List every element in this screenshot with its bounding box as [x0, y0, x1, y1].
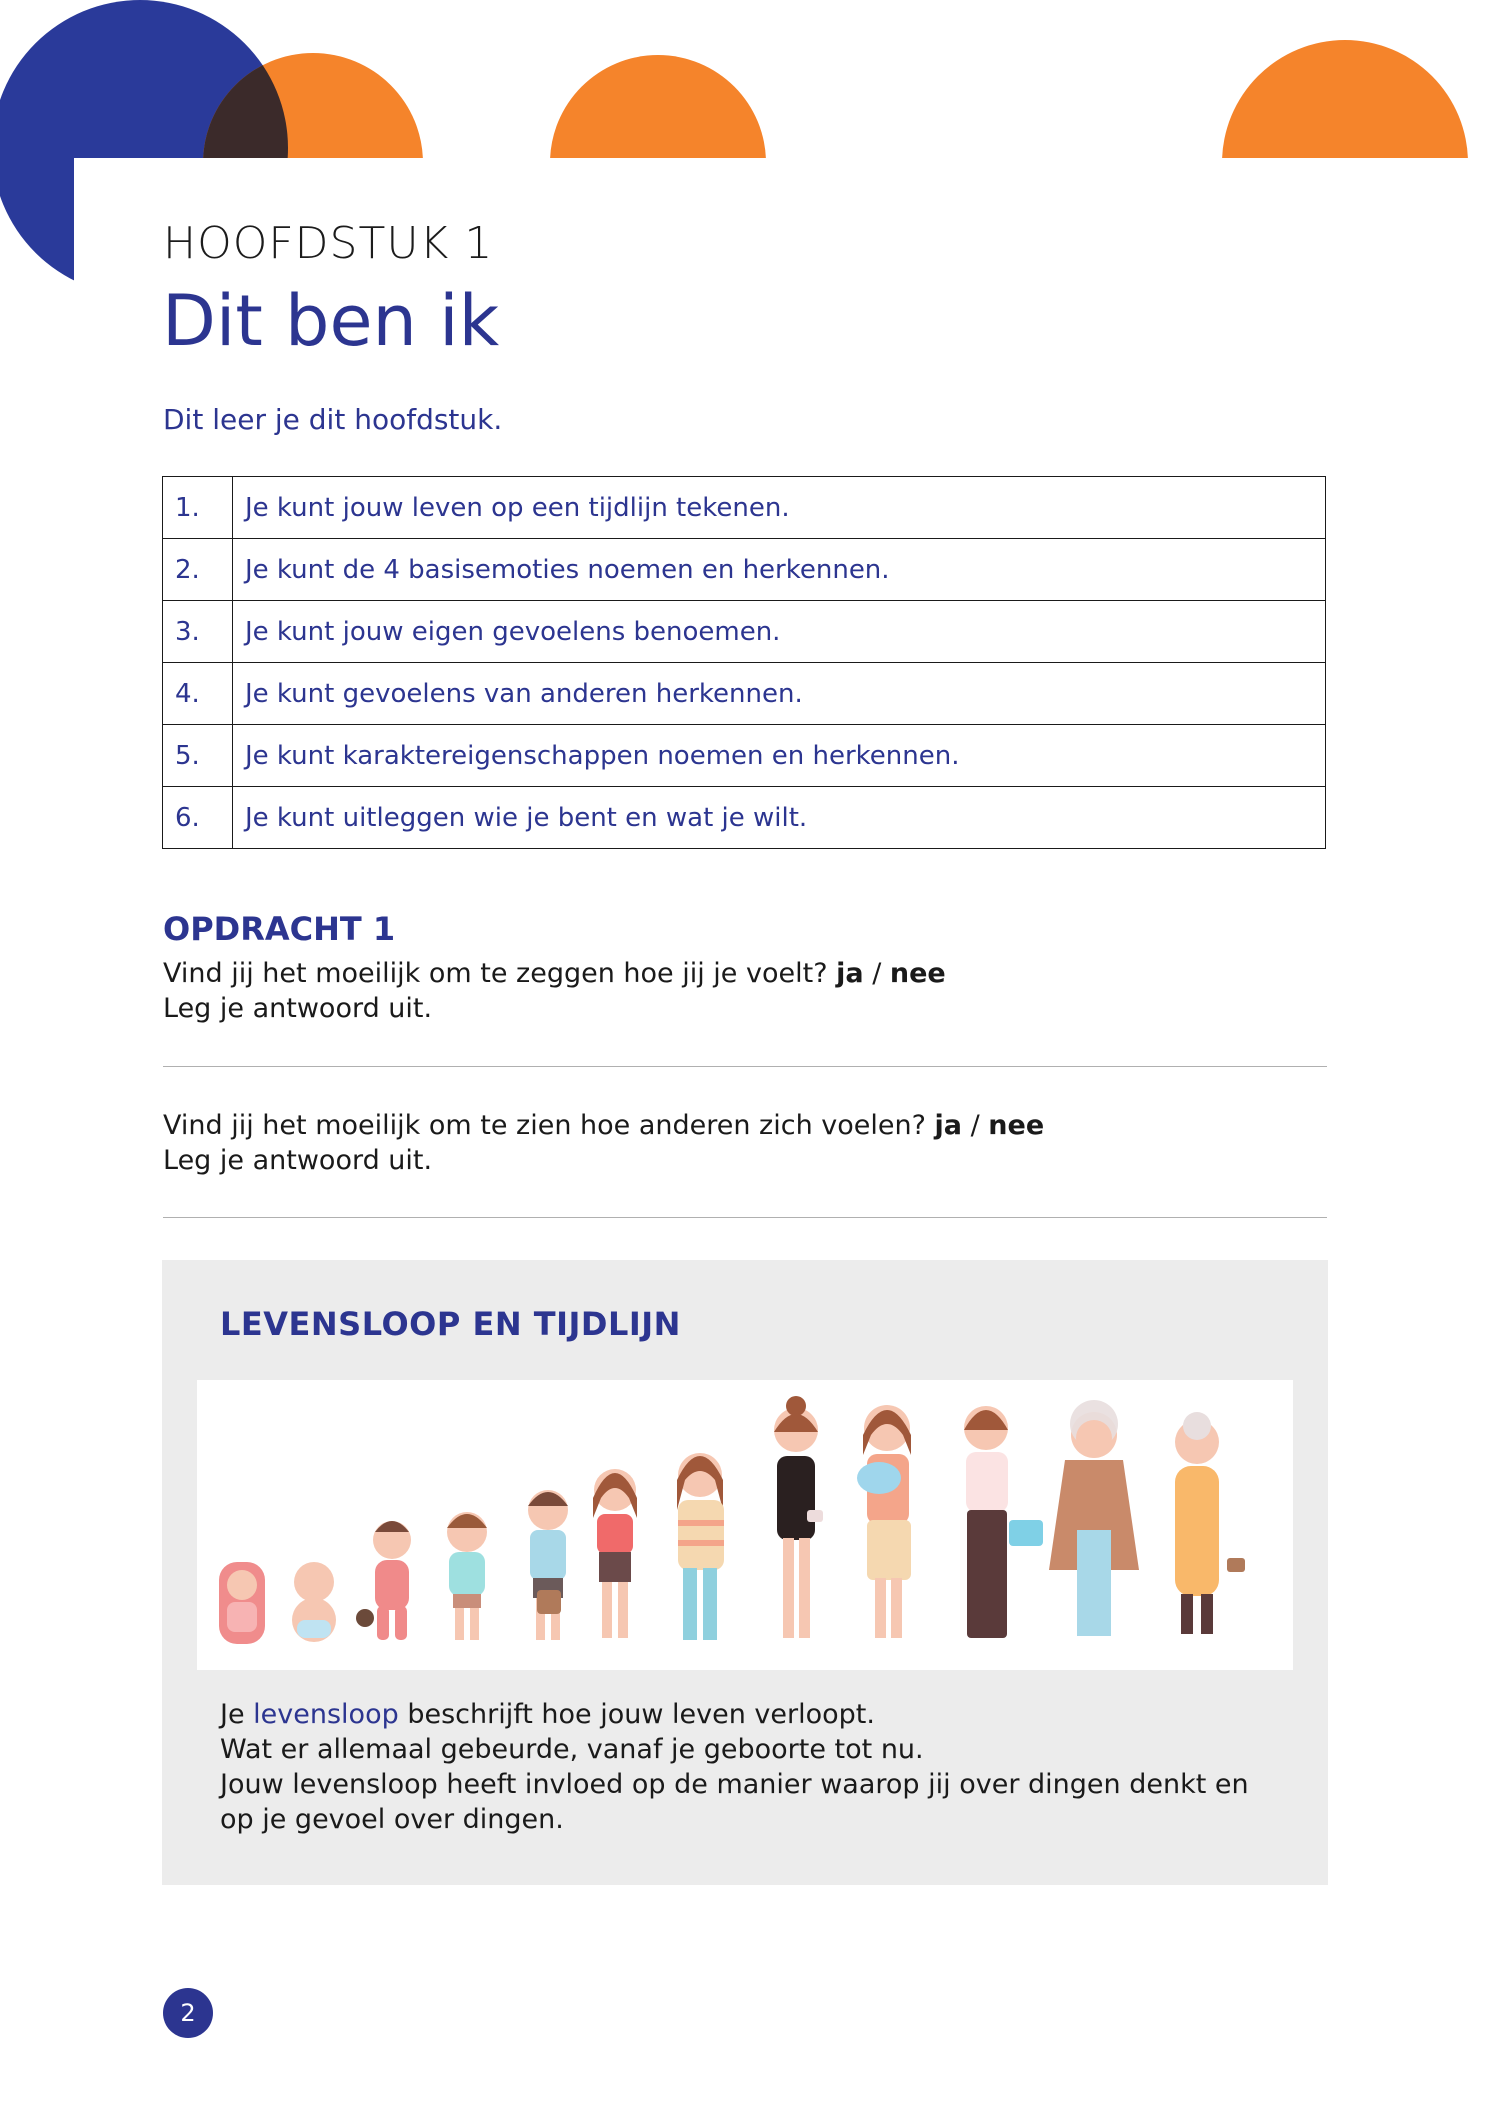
- answer-separator: /: [863, 958, 890, 989]
- info-box-text: [220, 1697, 1280, 1837]
- learning-goals-intro: Dit leer je dit hoofdstuk.: [163, 403, 503, 436]
- chapter-label: HOOFDSTUK 1: [163, 218, 494, 269]
- question-1: [163, 956, 946, 1026]
- learning-goals-table: [162, 476, 1326, 849]
- orange-semicircle-3: [1222, 40, 1468, 286]
- explain-prompt: Leg je antwoord uit.: [163, 1145, 433, 1176]
- table-row: [163, 663, 1326, 725]
- answer-no[interactable]: nee: [889, 958, 946, 989]
- stage-teen: [677, 1453, 724, 1640]
- line2: Wat er allemaal gebeurde, vanaf je geboorte tot nu.: [220, 1734, 924, 1765]
- chapter-title: Dit ben ik: [162, 280, 500, 362]
- page-number-badge: 2: [163, 1988, 213, 2038]
- answer-line-2[interactable]: [163, 1217, 1327, 1218]
- stage-parent: [857, 1405, 911, 1638]
- stage-small-child: [447, 1512, 487, 1640]
- line1-pre: Je: [220, 1699, 254, 1730]
- info-box: [162, 1260, 1328, 1885]
- answer-no[interactable]: nee: [988, 1110, 1045, 1141]
- orange-semicircle-2: [550, 55, 766, 271]
- goal-number: 4.: [163, 663, 233, 725]
- goal-number: 1.: [163, 477, 233, 539]
- goal-number: 6.: [163, 787, 233, 849]
- question-2: [163, 1108, 1044, 1178]
- stage-elderly: [1175, 1412, 1245, 1634]
- goal-text: Je kunt uitleggen wie je bent en wat je wilt.: [233, 787, 1326, 849]
- stage-school-child: [528, 1490, 568, 1640]
- answer-line-1[interactable]: [163, 1066, 1327, 1067]
- line1-post: beschrijft hoe jouw leven verloopt.: [398, 1699, 875, 1730]
- goal-number: 3.: [163, 601, 233, 663]
- info-box-title: LEVENSLOOP EN TIJDLIJN: [220, 1305, 681, 1343]
- stage-older-adult: [1049, 1400, 1139, 1636]
- stage-baby-carrier: [219, 1562, 265, 1644]
- goal-number: 2.: [163, 539, 233, 601]
- stage-adult: [964, 1406, 1043, 1638]
- line3: Jouw levensloop heeft invloed op de manier waarop jij over dingen denkt en op je gevoel over dingen.: [220, 1769, 1249, 1835]
- stage-baby: [292, 1562, 336, 1642]
- stage-young-adult: [774, 1396, 823, 1638]
- stage-child: [593, 1469, 637, 1638]
- table-row: [163, 601, 1326, 663]
- life-stages-svg: [197, 1380, 1293, 1670]
- life-stages-illustration: [197, 1380, 1293, 1670]
- goal-text: Je kunt karaktereigenschappen noemen en herkennen.: [233, 725, 1326, 787]
- answer-yes[interactable]: ja: [934, 1110, 963, 1141]
- levensloop-term: levensloop: [253, 1699, 399, 1730]
- explain-prompt: Leg je antwoord uit.: [163, 993, 433, 1024]
- goal-text: Je kunt de 4 basisemoties noemen en herkennen.: [233, 539, 1326, 601]
- question-1-text: Vind jij het moeilijk om te zeggen hoe jij je voelt?: [163, 958, 828, 989]
- table-row: [163, 725, 1326, 787]
- goal-number: 5.: [163, 725, 233, 787]
- question-2-text: Vind jij het moeilijk om te zien hoe anderen zich voelen?: [163, 1110, 926, 1141]
- answer-separator: /: [962, 1110, 989, 1141]
- answer-yes[interactable]: ja: [836, 958, 864, 989]
- table-row: [163, 477, 1326, 539]
- goal-text: Je kunt jouw leven op een tijdlijn tekenen.: [233, 477, 1326, 539]
- table-row: [163, 787, 1326, 849]
- stage-toddler: [356, 1521, 411, 1640]
- table-row: [163, 539, 1326, 601]
- goal-text: Je kunt gevoelens van anderen herkennen.: [233, 663, 1326, 725]
- goal-text: Je kunt jouw eigen gevoelens benoemen.: [233, 601, 1326, 663]
- assignment-title: OPDRACHT 1: [163, 910, 396, 948]
